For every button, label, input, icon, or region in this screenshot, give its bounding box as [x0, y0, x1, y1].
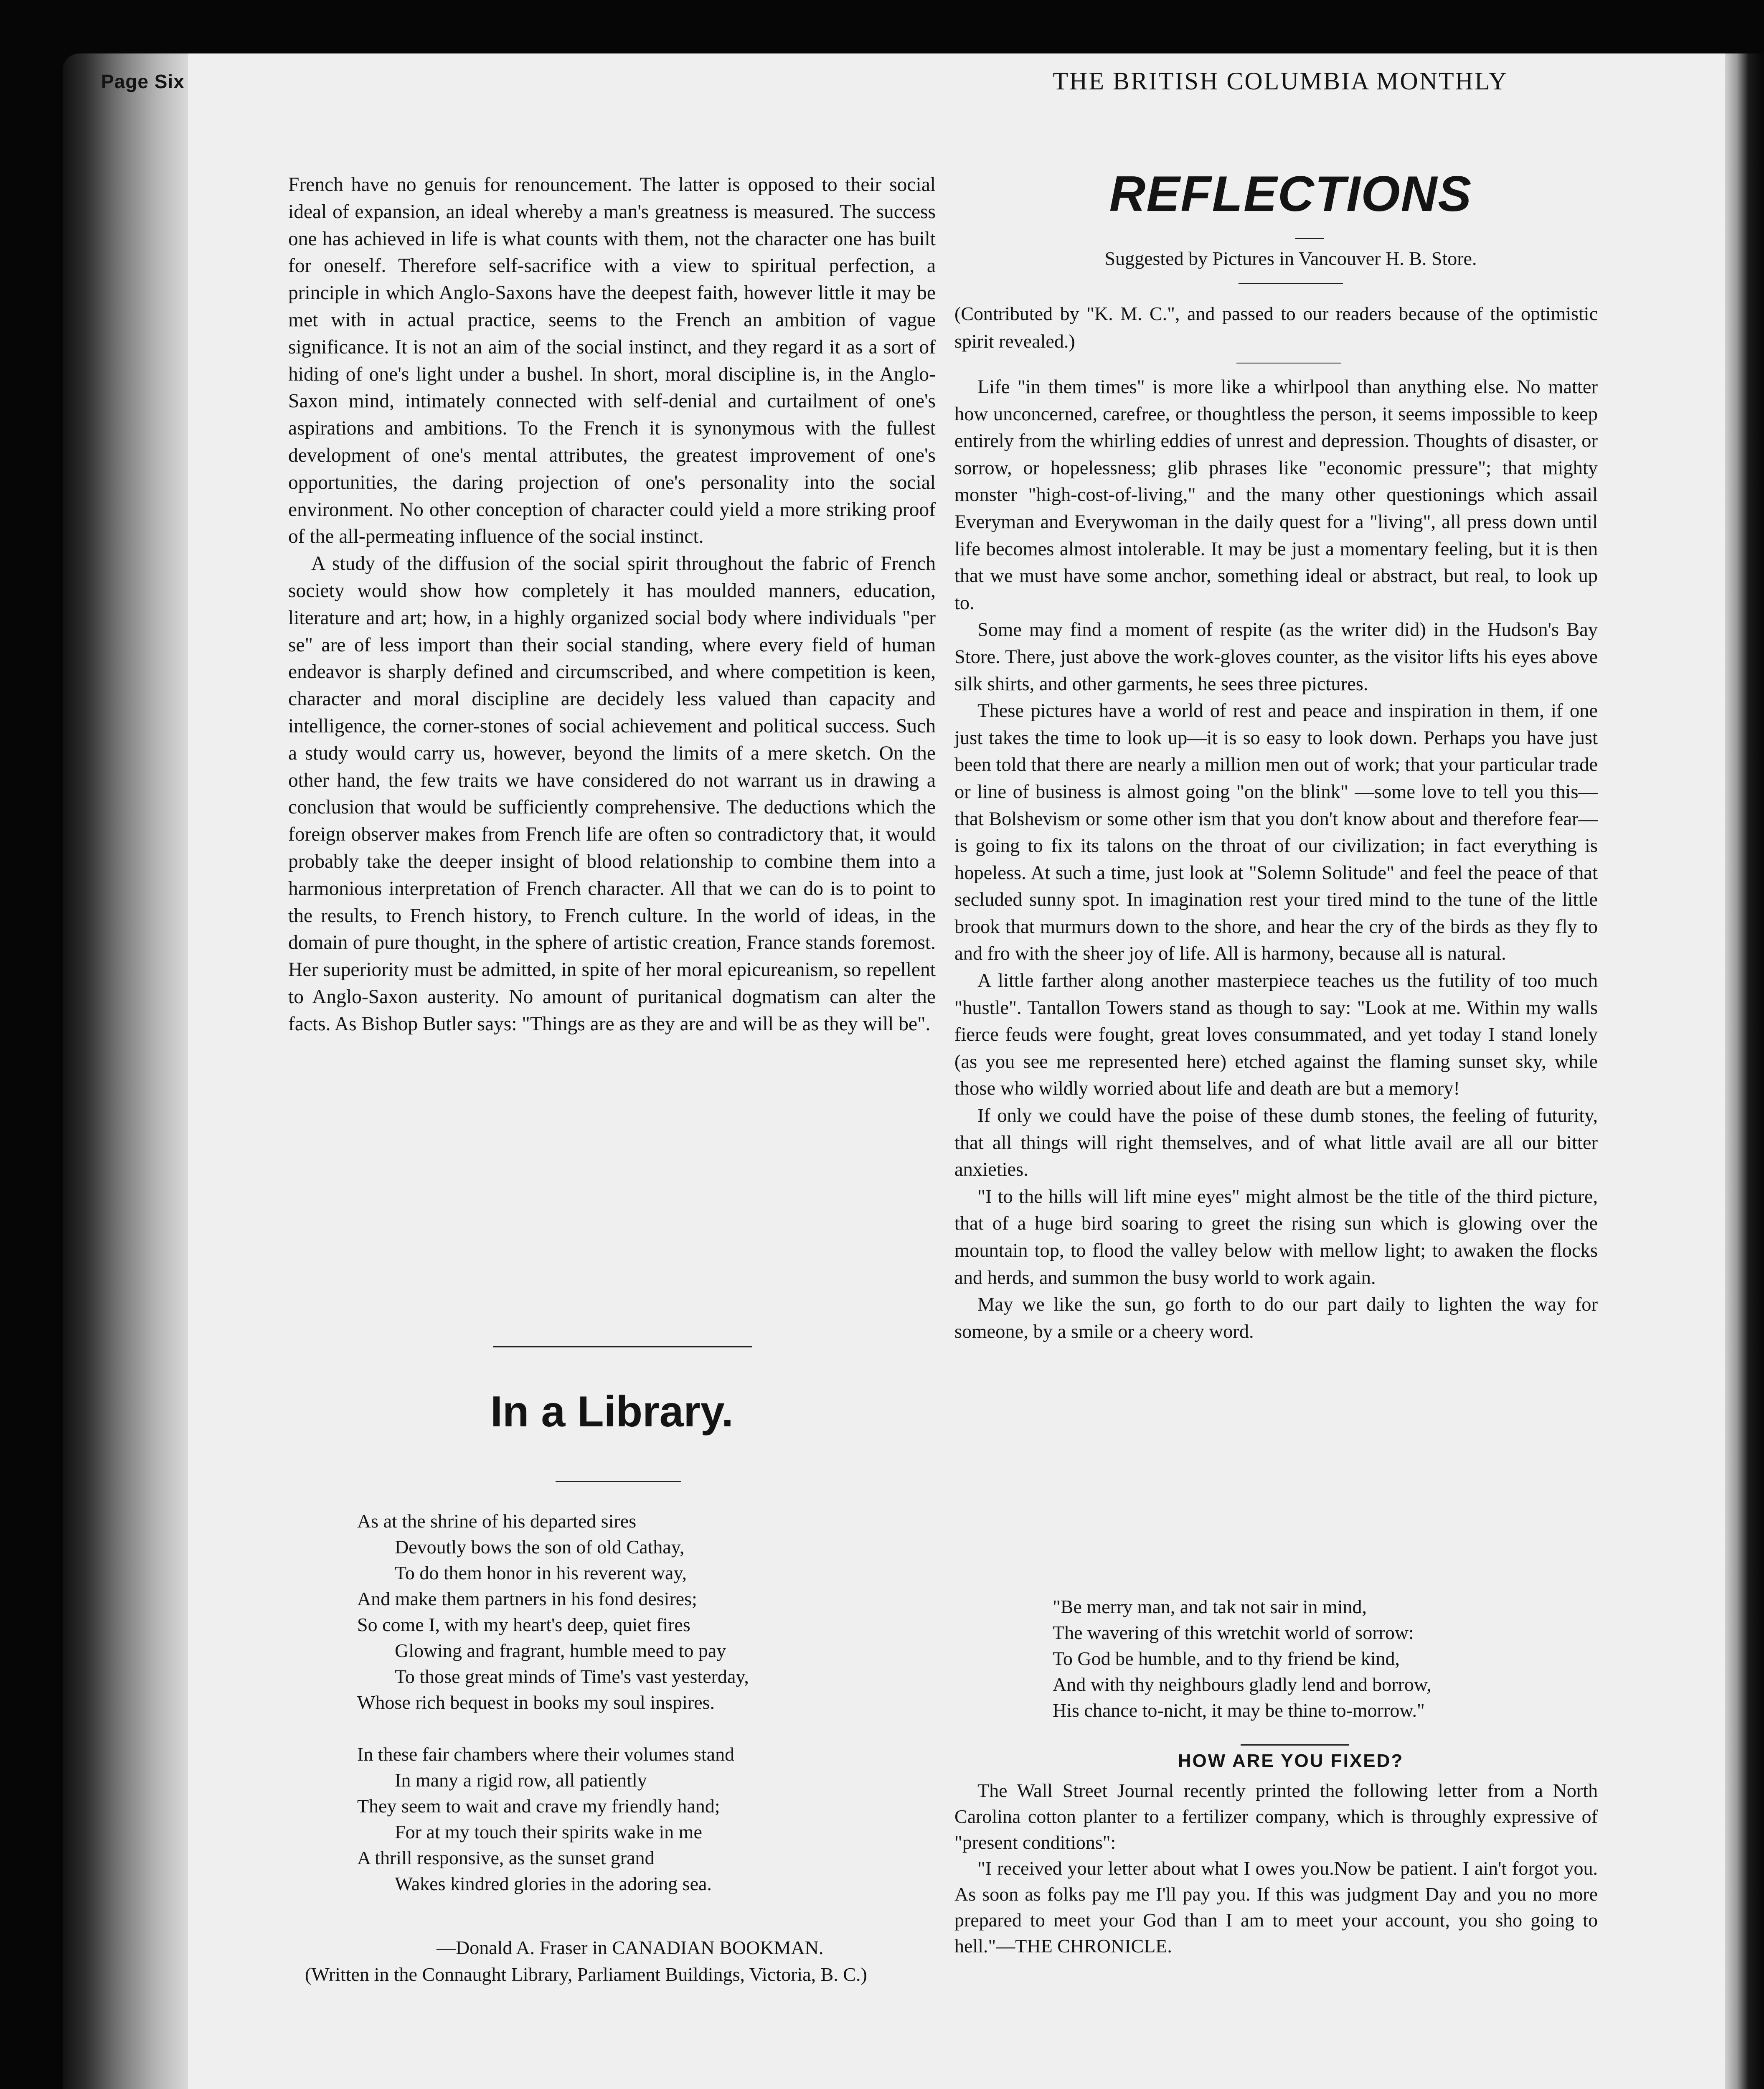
credit-author: —Donald A. Fraser in CANADIAN BOOKMAN. — [437, 1937, 824, 1958]
book-spine — [63, 53, 188, 2089]
reflections-paragraph: "I to the hills will lift mine eyes" might almost be the title of the third picture, that of a huge bird soaring to greet the rising sun which is glowing over the mountain top, to flood the valley below with mellow light; to awaken the flocks and herds, and summon the busy world to work again. — [954, 1186, 1598, 1288]
scots-verse — [1053, 1594, 1637, 1723]
facing-page-edge — [1725, 53, 1764, 2089]
poem-line: So come I, with my heart's deep, quiet fires — [357, 1614, 690, 1635]
fixed-title: HOW ARE YOU FIXED? — [1178, 1751, 1404, 1771]
left-paragraph: French have no genuis for renouncement. The latter is opposed to their social ideal of expansion, an ideal whereby a man's greatness is measured. The success one has achieved in life is what counts with them, not the character one has built for oneself. Therefore self-sacrifice with a view to spiritual perfection, a principle in which Anglo-Saxons have the deepest faith, however little it may be met with in actual practice, seems to the French an ambition of vague significance. It is not an aim of the social instinct, and they regard it as a sort of hiding of one's light under a bushel. In short, moral discipline is, in the Anglo-Saxon mind, intimately connected with self-denial and curtailment of one's aspirations and ambitions. To the French it is synonymous with the fullest development of one's mental attributes, the greatest improvement of one's opportunities, the daring projection of one's personality into the social environment. No other conception of character could yield a more striking proof of the all-permeating influence of the social instinct. — [288, 174, 936, 548]
title-underline — [556, 1481, 681, 1482]
poem-line: In many a rigid row, all patiently — [395, 1769, 647, 1791]
verse-line: The wavering of this wretchit world of sorrow: — [1053, 1622, 1414, 1643]
page-number-label: Page Six — [101, 71, 185, 92]
reflections-subtitle: Suggested by Pictures in Vancouver H. B. Store. — [1104, 248, 1477, 269]
poem-line: To do them honor in his reverent way, — [395, 1562, 687, 1583]
reflections-paragraph: If only we could have the poise of these dumb stones, the feeling of futurity, that all things will right themselves, and of what little avail are all our bitter anxieties. — [954, 1105, 1598, 1181]
verse-line: And with thy neighbours gladly lend and borrow, — [1053, 1674, 1432, 1695]
fixed-body — [954, 1778, 1598, 1959]
fixed-paragraph: The Wall Street Journal recently printed the following letter from a North Carolina cotton planter to a fertilizer company, which is throughly expressive of "present conditions": — [954, 1780, 1598, 1853]
poem-line: Glowing and fragrant, humble meed to pay — [395, 1640, 726, 1661]
poem-line: They seem to wait and crave my friendly hand; — [357, 1795, 720, 1817]
reflections-body — [954, 374, 1598, 1345]
verse-line: His chance to-nicht, it may be thine to-morrow." — [1053, 1700, 1425, 1721]
section-divider — [1241, 1744, 1349, 1746]
library-title: In a Library. — [490, 1388, 734, 1436]
library-credit — [288, 1934, 948, 1988]
fixed-paragraph: "I received your letter about what I owes you.Now be patient. I ain't forgot you. As soon as folks pay me I'll pay you. If this was judgment Day and you no more prepared to meet your God than I am to meet your account, you sho going to hell."—THE CHRONICLE. — [954, 1858, 1598, 1957]
reflections-title: REFLECTIONS — [1109, 166, 1472, 222]
poem-line: A thrill responsive, as the sunset grand — [357, 1847, 655, 1868]
reflections-paragraph: A little farther along another masterpiece teaches us the futility of too much "hustle". Tantallon Towers stand as though to say: "Look at me. Within my walls fierce feuds were fought, great loves consummated, and yet today I stand lonely (as you see me represented here) etched against the flaming sunset sky, while those who wildly worried about life and death are but a memory! — [954, 970, 1598, 1100]
reflections-paragraph: May we like the sun, go forth to do our part daily to lighten the way for someone, by a smile or a cheery word. — [954, 1294, 1598, 1342]
poem-line: For at my touch their spirits wake in me — [395, 1821, 702, 1842]
poem-line: To those great minds of Time's vast yesterday, — [395, 1666, 749, 1687]
poem-line: Wakes kindred glories in the adoring sea. — [395, 1873, 712, 1894]
title-rule — [1295, 238, 1324, 239]
poem-line: Whose rich bequest in books my soul inspires. — [357, 1692, 715, 1713]
magazine-title: THE BRITISH COLUMBIA MONTHLY — [1053, 67, 1508, 95]
poem-line: As at the shrine of his departed sires — [357, 1510, 637, 1532]
left-paragraph: A study of the diffusion of the social spirit throughout the fabric of French society would show how completely it has moulded manners, education, literature and art; how, in a highly organized social body where individuals "per se" are of less import than their social standing, where every field of human endeavor is sharply defined and circumscribed, and where competition is keen, character and moral discipline are decidely less valued than capacity and intelligence, the corner-stones of social achievement and political success. Such a study would carry us, however, beyond the limits of a mere sketch. On the other hand, the few traits we have considered do not warrant us in drawing a conclusion that would be sufficiently comprehensive. The deductions which the foreign observer makes from French life are often so contradictory that, it would probably take the deeper insight of blood relationship to combine them into a harmonious interpretation of French character. All that we can do is to point to the results, to French history, to French culture. In the world of ideas, in the domain of pure thought, in the sphere of artistic creation, France stands foremost. Her superiority must be admitted, in spite of her moral epicureanism, so repellent to Anglo-Saxon austerity. No amount of puritanical dogmatism can alter the facts. As Bishop Butler says: "Things are as they are and will be as they will be". — [288, 553, 936, 1035]
poem-line: Devoutly bows the son of old Cathay, — [395, 1536, 685, 1558]
subtitle-rule — [1239, 283, 1343, 284]
reflections-paragraph: These pictures have a world of rest and peace and inspiration in them, if one just takes the time to look up—it is so easy to look down. Perhaps you have just been told that there are nearly a million men out of work; that your particular trade or line of business is almost going "on the blink" —some love to tell you this—that Bolshevism or some other ism that you don't know about and therefore fear—is going to fix its talons on the throat of our civilization; in fact everything is hopeless. At such a time, just look at "Solemn Solitude" and feel the peace of that secluded sunny spot. In imagination rest your tired mind to the tune of the little brook that murmurs down to the shore, and hear the cry of the birds as they fly to and fro with the sheer joy of life. All is harmony, because all is natural. — [954, 700, 1598, 965]
reflections-paragraph: Life "in them times" is more like a whirlpool than anything else. No matter how unconcerned, carefree, or thoughtless the person, it seems impossible to keep entirely from the whirling eddies of unrest and depression. Thoughts of disaster, or sorrow, or hopelessness; glib phrases like "economic pressure"; that mighty monster "high-cost-of-living," and the many other questionings which assail Everyman and Everywoman in the daily quest for a "living", all press down until life becomes almost intolerable. It may be just a momentary feeling, but it is then that we must have some anchor, something ideal or abstract, but real, to look up to. — [954, 376, 1598, 614]
contributor-note: (Contributed by "K. M. C.", and passed to our readers because of the optimistic spirit revealed.) — [954, 303, 1598, 352]
section-divider — [493, 1346, 752, 1347]
reflections-paragraph: Some may find a moment of respite (as the writer did) in the Hudson's Bay Store. There, just above the work-gloves counter, as the visitor lifts his eyes above silk shirts, and other garments, he sees three pictures. — [954, 619, 1598, 695]
poem-line: And make them partners in his fond desires; — [357, 1588, 697, 1609]
library-poem — [357, 1508, 942, 1897]
credit-note: (Written in the Connaught Library, Parliament Buildings, Victoria, B. C.) — [305, 1964, 867, 1985]
verse-line: "Be merry man, and tak not sair in mind, — [1053, 1596, 1367, 1617]
left-article — [288, 171, 936, 1038]
verse-line: To God be humble, and to thy friend be kind, — [1053, 1648, 1400, 1669]
poem-line: In these fair chambers where their volumes stand — [357, 1743, 735, 1765]
